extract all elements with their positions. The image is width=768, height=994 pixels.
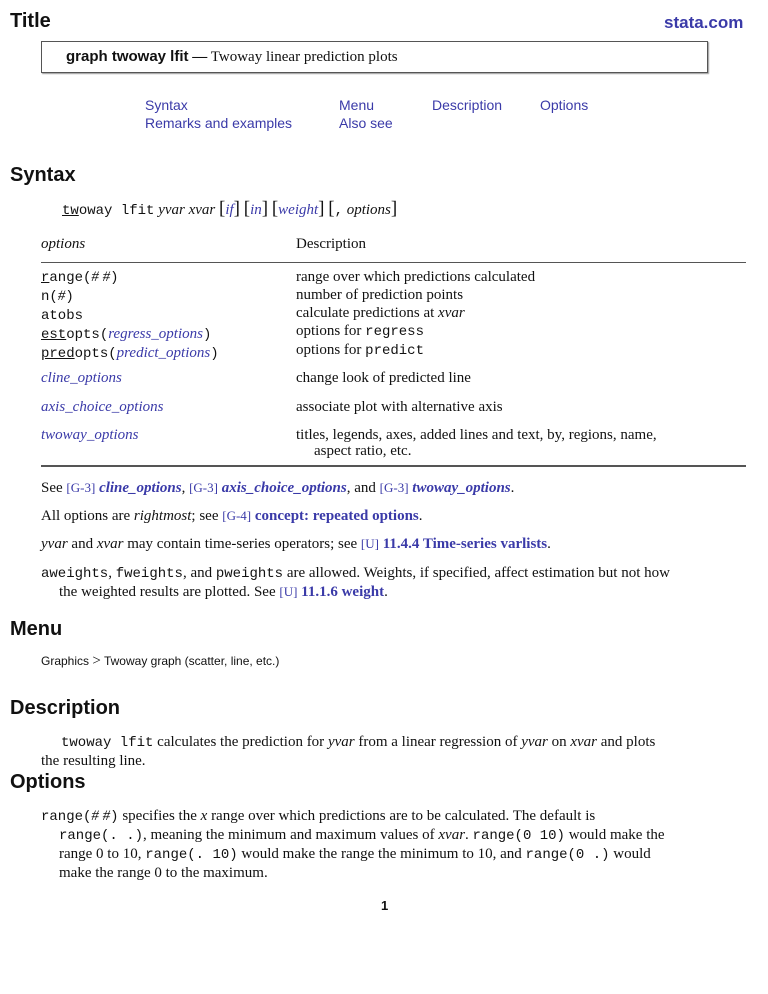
description-text xyxy=(41,733,655,770)
axis-choice-link[interactable]: axis_choice_options xyxy=(221,480,347,496)
text-segment: , xyxy=(108,565,116,581)
text-segment: # # xyxy=(91,808,111,824)
weight-link[interactable]: 11.1.6 weight xyxy=(301,584,385,600)
col-options: options xyxy=(41,236,86,252)
text-segment: See xyxy=(41,480,67,496)
text-segment: yvar xyxy=(521,734,548,750)
predict-options-link[interactable]: predict_options xyxy=(116,345,211,361)
text-segment: [ xyxy=(219,198,226,219)
text-segment: range( xyxy=(41,809,92,825)
text-segment: specifies the xyxy=(118,808,201,824)
text-segment: twoway lfit xyxy=(61,735,154,751)
text-segment xyxy=(41,564,670,583)
title-box xyxy=(41,41,708,73)
page-number: 1 xyxy=(381,898,389,913)
weight-link[interactable]: weight xyxy=(278,202,319,218)
text-segment: , and xyxy=(182,565,216,581)
text-segment: Graphics xyxy=(41,654,90,668)
text-segment: est xyxy=(41,327,67,343)
row-desc-cont: aspect ratio, etc. xyxy=(314,443,412,459)
axis-choice-options-link[interactable]: axis_choice_options xyxy=(41,399,164,415)
table-row xyxy=(41,325,219,344)
nav-description[interactable]: Description xyxy=(432,97,503,113)
text-segment: > xyxy=(92,653,101,669)
weights-note xyxy=(41,564,670,601)
text-segment: calculate predictions at xyxy=(296,305,439,321)
text-segment: aweights xyxy=(41,566,109,582)
text-segment: pred xyxy=(41,346,75,362)
nav-syntax[interactable]: Syntax xyxy=(145,97,188,113)
text-segment: fweights xyxy=(115,566,183,582)
text-segment: [ xyxy=(243,198,251,219)
text-segment: range 0 to 10, xyxy=(59,846,146,862)
text-segment: are allowed. Weights, if specified, affect estimation but not how xyxy=(283,565,670,581)
table-row xyxy=(41,268,219,287)
text-segment: options for xyxy=(296,323,366,339)
text-segment: . xyxy=(384,584,388,600)
text-segment: make the range 0 to the maximum. xyxy=(59,865,268,881)
text-segment: yvar xyxy=(41,536,68,552)
command-name: graph twoway lfit xyxy=(66,48,189,65)
text-segment: All options are xyxy=(41,508,134,524)
nav-remarks[interactable]: Remarks and examples xyxy=(145,115,293,131)
text-segment: , meaning the minimum and maximum values of xyxy=(143,827,439,843)
repeated-options-link[interactable]: concept: repeated options xyxy=(254,508,419,524)
text-segment: [ xyxy=(271,198,279,219)
cline-options-link[interactable]: cline_options xyxy=(41,370,122,386)
text-segment: range(. .) xyxy=(59,828,144,844)
row-desc: number of prediction points xyxy=(296,287,464,303)
text-segment: ) xyxy=(210,346,219,362)
options-heading: Options xyxy=(10,771,86,793)
text-segment: xvar xyxy=(570,734,598,750)
text-segment: pweights xyxy=(215,566,284,582)
text-segment: on xyxy=(547,734,571,750)
col-description: Description xyxy=(296,236,366,252)
menu-heading: Menu xyxy=(10,618,63,640)
options-placeholder: options xyxy=(346,202,391,218)
row-desc: associate plot with alternative axis xyxy=(296,399,503,415)
text-segment: ) xyxy=(110,270,119,286)
options-column xyxy=(41,268,219,363)
cmd-abbrev: tw xyxy=(62,203,79,219)
syntax-line xyxy=(62,198,397,220)
table-row xyxy=(41,287,219,306)
text-segment: . xyxy=(510,480,515,496)
title-dash: — xyxy=(192,49,208,65)
row-desc xyxy=(296,322,535,341)
text-segment: r xyxy=(41,270,50,286)
text-segment: the weighted results are plotted. See xyxy=(59,584,280,600)
regress-options-link[interactable]: regress_options xyxy=(108,326,203,342)
text-segment: # xyxy=(57,288,66,304)
menu-path xyxy=(41,653,279,670)
title-heading: Title xyxy=(10,10,51,32)
table-rule-top xyxy=(41,262,746,263)
u-link[interactable]: [U] xyxy=(279,584,298,599)
text-segment: xvar xyxy=(438,305,465,321)
text-segment: ) xyxy=(202,327,212,343)
timeseries-note xyxy=(41,536,551,553)
text-segment: ] xyxy=(390,198,398,219)
text-segment: [ xyxy=(328,198,335,219)
text-segment: n( xyxy=(41,289,58,305)
text-segment: ] xyxy=(261,198,269,219)
xvar: xvar xyxy=(188,202,216,218)
yvar: yvar xyxy=(158,202,185,218)
row-desc: change look of predicted line xyxy=(296,370,471,386)
text-segment xyxy=(66,48,398,66)
g4-link[interactable]: [G-4] xyxy=(222,508,252,523)
text-segment: , and xyxy=(346,480,380,496)
text-segment: would make the xyxy=(564,827,665,843)
text-segment: . xyxy=(465,827,473,843)
text-segment: opts( xyxy=(74,346,117,362)
text-segment: x xyxy=(200,808,208,824)
text-segment: . xyxy=(418,508,423,524)
text-segment: , xyxy=(181,480,190,496)
text-segment: ) xyxy=(65,289,74,305)
description-heading: Description xyxy=(10,697,121,719)
nav-also-see[interactable]: Also see xyxy=(339,115,393,131)
g3-link[interactable]: [G-3] xyxy=(189,480,218,495)
text-segment: Twoway graph (scatter, line, etc.) xyxy=(103,654,280,668)
text-segment: . xyxy=(547,536,551,552)
text-segment: would make the range the minimum to 10, and xyxy=(237,846,526,862)
row-desc xyxy=(296,341,535,360)
text-segment xyxy=(41,583,670,601)
text-segment: opts( xyxy=(66,327,109,343)
row-desc: titles, legends, axes, added lines and text, by, regions, name, xyxy=(296,427,657,443)
table-rule-bottom xyxy=(41,465,746,467)
text-segment: # # xyxy=(91,269,111,285)
text-segment: atobs xyxy=(41,308,84,324)
table-row xyxy=(41,344,219,363)
descriptions-column xyxy=(296,268,535,360)
cmd-rest: oway lfit xyxy=(78,203,155,219)
text-segment: ange( xyxy=(49,270,92,286)
row-desc xyxy=(296,304,535,322)
text-segment: would xyxy=(609,846,651,862)
see-also-note xyxy=(41,480,514,497)
text-segment: ] xyxy=(233,198,240,219)
g3-link[interactable]: [G-3] xyxy=(379,480,409,495)
text-segment: xvar xyxy=(438,827,466,843)
nav-menu[interactable]: Menu xyxy=(339,97,375,113)
range-option-text xyxy=(41,807,665,882)
twoway-options-link[interactable]: twoway_options xyxy=(41,427,139,443)
twoway-link[interactable]: twoway_options xyxy=(412,480,511,496)
stata-link[interactable]: stata.com xyxy=(664,13,744,32)
text-segment xyxy=(41,807,665,826)
text-segment: predict xyxy=(365,343,424,359)
text-segment: range over which predictions are to be calculated. The default is xyxy=(207,808,596,824)
g3-link[interactable]: [G-3] xyxy=(66,480,96,495)
text-segment: from a linear regression of xyxy=(354,734,522,750)
text-segment: rightmost xyxy=(133,508,192,524)
cline-link[interactable]: cline_options xyxy=(99,480,182,496)
text-segment: may contain time-series operators; see xyxy=(123,536,361,552)
text-segment: regress xyxy=(365,324,424,340)
if-link[interactable]: if xyxy=(225,202,234,218)
u-link[interactable]: [U] xyxy=(360,536,379,551)
text-segment: xvar xyxy=(96,536,124,552)
in-link[interactable]: in xyxy=(250,202,262,218)
text-segment xyxy=(41,845,665,864)
text-segment xyxy=(41,733,655,752)
text-segment: range(0 .) xyxy=(525,847,610,863)
text-segment: yvar xyxy=(327,734,355,750)
row-desc: range over which predictions calculated xyxy=(296,269,536,285)
text-segment: ; see xyxy=(191,508,223,524)
text-segment: calculates the prediction for xyxy=(153,734,328,750)
text-segment: and xyxy=(67,536,97,552)
text-segment xyxy=(41,826,665,845)
text-segment: ] xyxy=(318,198,325,219)
text-segment: the resulting line. xyxy=(41,753,146,769)
text-segment: ) xyxy=(110,809,119,825)
nav-options[interactable]: Options xyxy=(540,97,589,113)
text-segment: and plots xyxy=(597,734,656,750)
rightmost-note xyxy=(41,508,423,525)
text-segment: range(0 10) xyxy=(472,828,565,844)
command-description: Twoway linear prediction plots xyxy=(210,49,398,65)
text-segment: options for xyxy=(296,342,366,358)
table-row xyxy=(41,306,219,325)
syntax-heading: Syntax xyxy=(10,164,76,186)
varlists-link[interactable]: 11.4.4 Time-series varlists xyxy=(382,536,548,552)
text-segment: range(. 10) xyxy=(145,847,238,863)
comma: , xyxy=(334,203,343,219)
